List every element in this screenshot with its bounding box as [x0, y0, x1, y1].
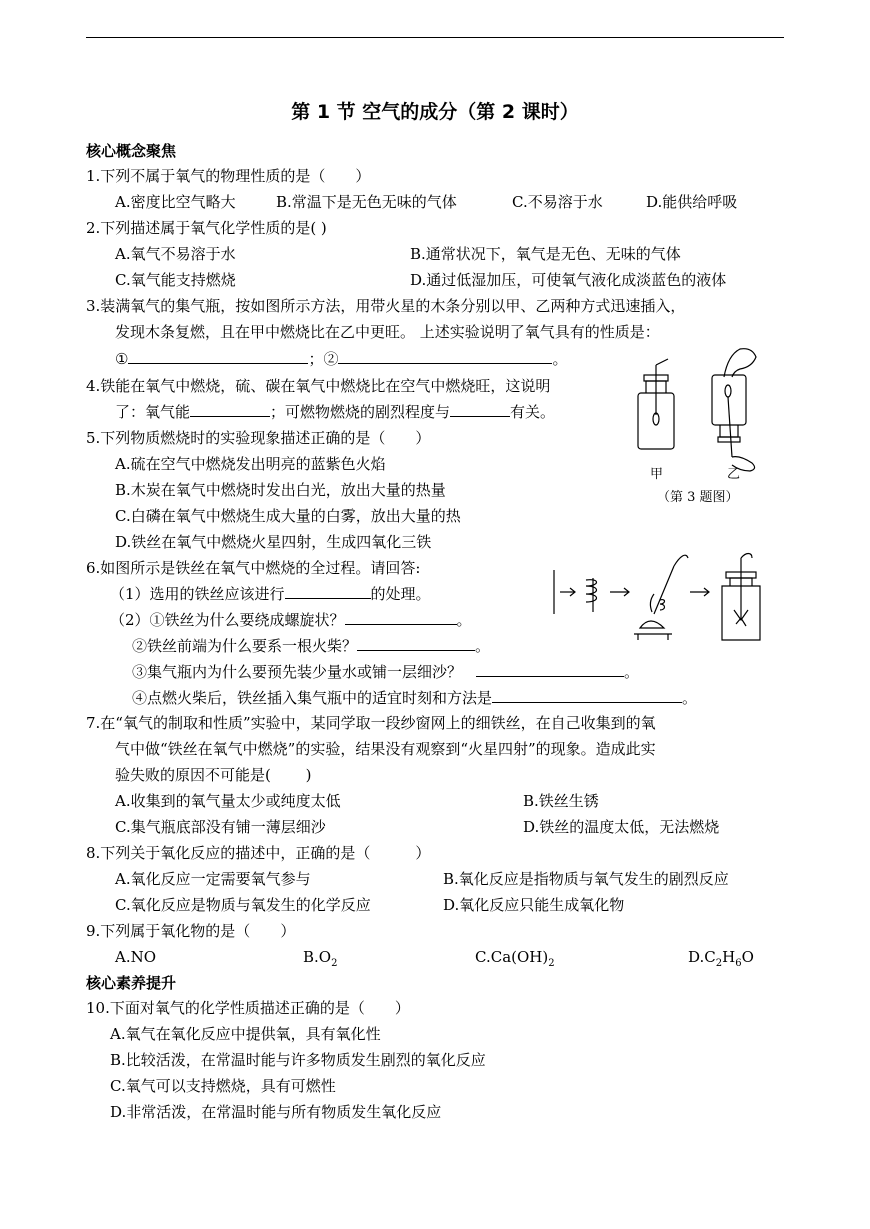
- q1-option-d: D.能供给呼吸: [646, 193, 738, 211]
- q10-option-d: D.非常活泼，在常温时能与所有物质发生氧化反应: [110, 1103, 442, 1121]
- q3-figure-caption: （第 3 题图）: [657, 490, 739, 505]
- q7-option-d: D.铁丝的温度太低，无法燃烧: [523, 818, 720, 836]
- q6-blank-1[interactable]: [285, 584, 371, 599]
- q6-sub2-end: 。: [456, 611, 472, 629]
- q5-option-c: C.白磷在氧气中燃烧生成大量的白雾，放出大量的热: [115, 507, 461, 525]
- q3-blanks: [115, 349, 567, 369]
- q4-blank-2[interactable]: [450, 402, 510, 417]
- q9-option-b: [303, 947, 337, 974]
- q3-figure: [628, 345, 778, 480]
- q7-line1: 7.在“氧气的制取和性质”实验中，某同学取一段纱窗网上的细铁丝，在自己收集到的氧: [86, 714, 656, 732]
- q3-line2: 发现木条复燃，且在甲中燃烧比在乙中更旺。 上述实验说明了氧气具有的性质是：: [115, 323, 660, 341]
- q4-line1: 4.铁能在氧气中燃烧，硫、碳在氧气中燃烧比在空气中燃烧旺，这说明: [86, 377, 551, 395]
- q9-option-c: [475, 947, 555, 974]
- q8-option-b: B.氧化反应是指物质与氧气发生的剧烈反应: [443, 870, 729, 888]
- q9-d-sub2: 6: [735, 958, 742, 969]
- q3-blank-1-label: ①: [115, 350, 129, 368]
- q4-part-2: ；可燃物燃烧的剧烈程度与: [270, 403, 451, 421]
- q1-option-a: A.密度比空气略大: [115, 193, 236, 211]
- q4-line2: [115, 402, 555, 422]
- q6-blank-4[interactable]: [476, 662, 624, 677]
- q9-c-text: C.Ca(OH): [475, 948, 549, 966]
- q6-blank-3[interactable]: [357, 636, 475, 651]
- q1-stem: 1.下列不属于氧气的物理性质的是（ ）: [86, 167, 371, 185]
- q4-part-1: 了：氧气能: [115, 403, 191, 421]
- q9-d-post: O: [741, 948, 754, 966]
- q4-part-3: 有关。: [510, 403, 556, 421]
- q9-c-sub: 2: [548, 958, 555, 969]
- q2-option-c: C.氧气能支持燃烧: [115, 271, 236, 289]
- q5-option-a: A.硫在空气中燃烧发出明亮的蓝紫色火焰: [115, 455, 386, 473]
- q6-sub3-end: 。: [475, 637, 491, 655]
- q6-sub4-end: 。: [624, 663, 640, 681]
- q6-blank-2[interactable]: [345, 610, 457, 625]
- q10-option-c: C.氧气可以支持燃烧，具有可燃性: [110, 1077, 336, 1095]
- q9-d-sub1: 2: [715, 958, 723, 969]
- q9-d-mid: H: [722, 948, 736, 966]
- q6-sub2: [110, 610, 472, 630]
- q6-sub4-text: ③集气瓶内为什么要预先装少量水或铺一层细沙？: [132, 663, 463, 681]
- header-rule: [86, 37, 784, 38]
- q6-sub2-text: （2）①铁丝为什么要绕成螺旋状？: [110, 611, 345, 629]
- q9-d-text: D.C: [688, 948, 716, 966]
- q1-option-c: C.不易溶于水: [512, 193, 603, 211]
- q2-option-d: D.通过低湿加压，可使氧气液化成淡蓝色的液体: [410, 271, 727, 289]
- q8-option-c: C.氧化反应是物质与氧发生的化学反应: [115, 896, 371, 914]
- page-title: 第 1 节 空气的成分（第 2 课时）: [291, 101, 579, 123]
- q1-option-b: B.常温下是无色无味的气体: [276, 193, 457, 211]
- q8-stem: 8.下列关于氧化反应的描述中，正确的是（ ）: [86, 844, 431, 862]
- q10-stem: 10.下面对氧气的化学性质描述正确的是（ ）: [86, 999, 410, 1017]
- q6-sub5: [132, 688, 697, 708]
- q3-blank-sep: ；②: [308, 350, 339, 368]
- q6-sub3-text: ②铁丝前端为什么要系一根火柴？: [132, 637, 358, 655]
- q2-option-a: A.氧气不易溶于水: [115, 245, 236, 263]
- q8-option-a: A.氧化反应一定需要氧气参与: [115, 870, 311, 888]
- q10-option-a: A.氧气在氧化反应中提供氧，具有氧化性: [110, 1025, 381, 1043]
- q3-blank-end: 。: [552, 350, 568, 368]
- q6-sub1-end: 的处理。: [370, 585, 431, 603]
- q7-option-a: A.收集到的氧气量太少或纯度太低: [115, 792, 341, 810]
- q6-sub3: [132, 636, 490, 656]
- q5-option-b: B.木炭在氧气中燃烧时发出白光，放出大量的热量: [115, 481, 446, 499]
- q6-sub5-end: 。: [682, 689, 698, 707]
- q7-line3: 验失败的原因不可能是( ): [115, 766, 312, 784]
- q5-stem: 5.下列物质燃烧时的实验现象描述正确的是（ ）: [86, 429, 431, 447]
- q6-blank-5[interactable]: [492, 688, 682, 703]
- q8-option-d: D.氧化反应只能生成氧化物: [443, 896, 625, 914]
- q3-blank-1[interactable]: [128, 349, 308, 364]
- q4-blank-1[interactable]: [190, 402, 270, 417]
- q2-stem: 2.下列描述属于氧气化学性质的是( ): [86, 219, 327, 237]
- q10-option-b: B.比较活泼，在常温时能与许多物质发生剧烈的氧化反应: [110, 1051, 486, 1069]
- section-heading-core-literacy: 核心素养提升: [86, 974, 177, 992]
- q6-sub1: [110, 584, 431, 604]
- q6-sub4: [132, 662, 639, 682]
- q7-option-b: B.铁丝生锈: [523, 792, 599, 810]
- q9-option-a: A.NO: [115, 948, 157, 966]
- q2-option-b: B.通常状况下，氧气是无色、无味的气体: [410, 245, 681, 263]
- q7-option-c: C.集气瓶底部没有铺一薄层细沙: [115, 818, 326, 836]
- q9-b-text: B.O: [303, 948, 332, 966]
- q6-figure: [548, 548, 773, 648]
- q9-b-sub: 2: [331, 958, 338, 969]
- q6-sub1-text: （1）选用的铁丝应该进行: [110, 585, 285, 603]
- q6-sub5-text: ④点燃火柴后，铁丝插入集气瓶中的适宜时刻和方法是: [132, 689, 493, 707]
- q3-label-jia: 甲: [650, 467, 664, 482]
- q9-option-d: [688, 947, 754, 974]
- q3-label-yi: 乙: [727, 467, 741, 482]
- q9-stem: 9.下列属于氧化物的是（ ）: [86, 922, 296, 940]
- q3-blank-2[interactable]: [338, 349, 552, 364]
- q5-option-d: D.铁丝在氧气中燃烧火星四射，生成四氧化三铁: [115, 533, 432, 551]
- q3-line1: 3.装满氧气的集气瓶，按如图所示方法，用带火星的木条分别以甲、乙两种方式迅速插入，: [86, 297, 686, 315]
- section-heading-core-concepts: 核心概念聚焦: [86, 142, 177, 160]
- q7-line2: 气中做“铁丝在氧气中燃烧”的实验，结果没有观察到“火星四射”的现象。造成此实: [115, 740, 656, 758]
- q6-stem: 6.如图所示是铁丝在氧气中燃烧的全过程。请回答:: [86, 559, 421, 577]
